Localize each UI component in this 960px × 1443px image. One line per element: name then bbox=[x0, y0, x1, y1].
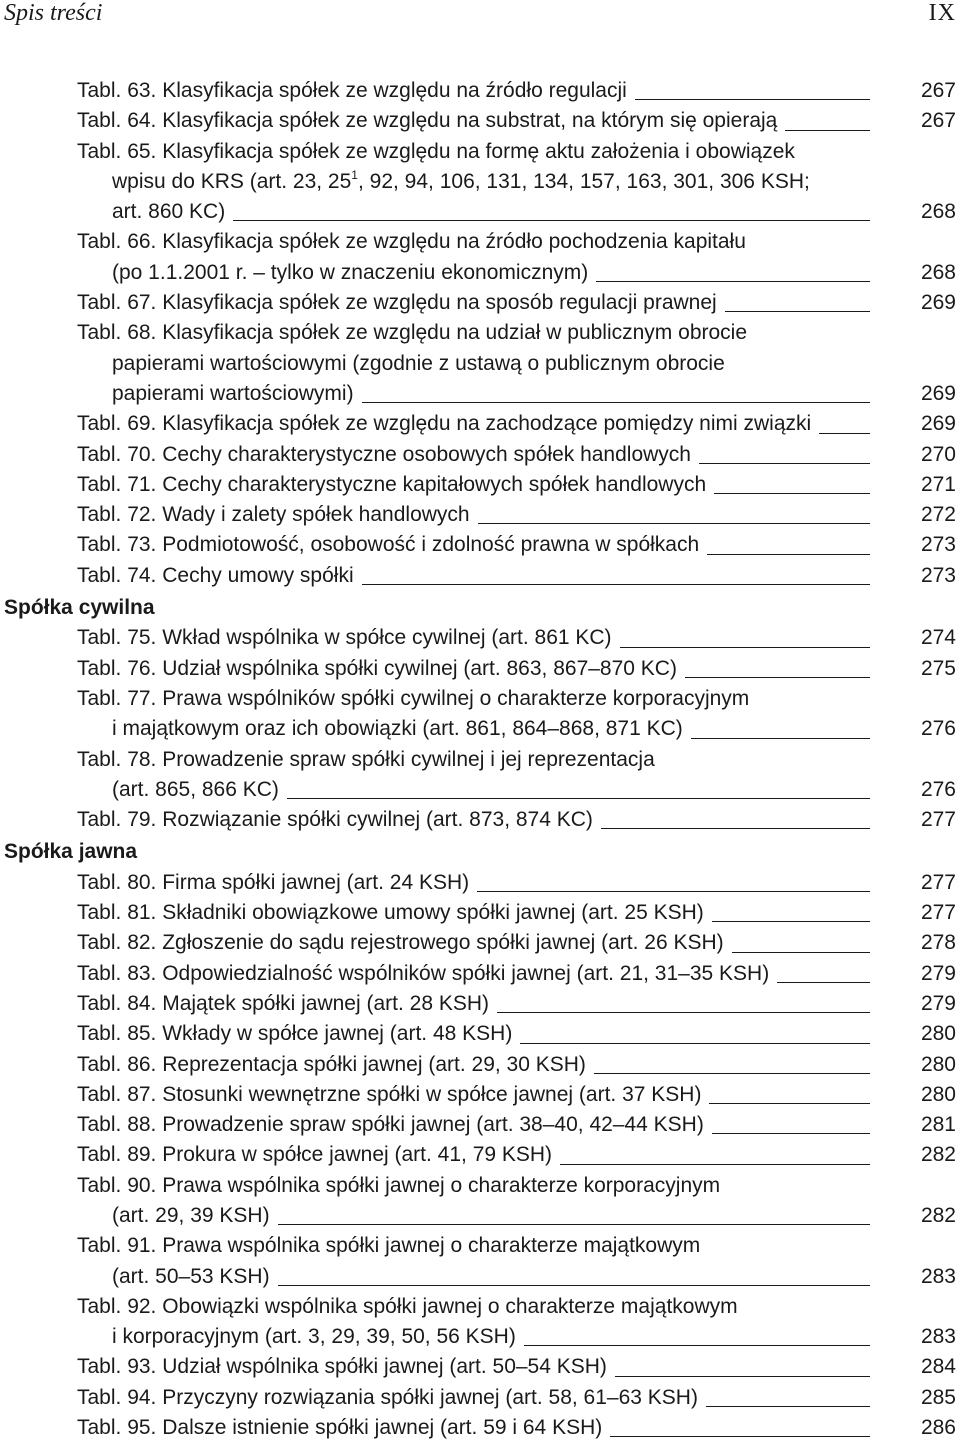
page-number: 269 bbox=[920, 412, 956, 436]
entry-title-text: Tabl. 78. Prowadzenie spraw spółki cywilnej i jej reprezentacja bbox=[77, 747, 655, 771]
toc-entry[interactable] bbox=[0, 561, 960, 591]
entry-title-text: Tabl. 89. Prokura w spółce jawnej (art. 41, 79 KSH) bbox=[77, 1143, 553, 1167]
leader-line bbox=[707, 554, 870, 555]
entry-title-text: Tabl. 88. Prowadzenie spraw spółki jawnej (art. 38–40, 42–44 KSH) bbox=[77, 1113, 704, 1137]
page-number: 277 bbox=[920, 870, 956, 894]
entry-title-text: Tabl. 85. Wkłady w spółce jawnej (art. 48 KSH) bbox=[77, 1022, 513, 1046]
entry-title-text: , 92, 94, 106, 131, 134, 157, 163, 301, 306 KSH; bbox=[357, 169, 810, 193]
page-number: 285 bbox=[920, 1385, 956, 1409]
superscript-number: 1 bbox=[351, 167, 358, 182]
page-number: 270 bbox=[920, 442, 956, 466]
page-number: 271 bbox=[920, 472, 956, 496]
toc-entry[interactable] bbox=[0, 1080, 960, 1110]
leader-line bbox=[615, 1376, 870, 1377]
table-of-contents bbox=[0, 76, 960, 1443]
entry-title-text: (art. 50–53 KSH) bbox=[112, 1264, 270, 1288]
page-number: 275 bbox=[920, 656, 956, 680]
leader-line bbox=[725, 311, 870, 312]
toc-entry[interactable] bbox=[0, 1050, 960, 1080]
leader-line bbox=[477, 891, 870, 892]
entry-title-text: Tabl. 66. Klasyfikacja spółek ze względu na źródło pochodzenia kapitału bbox=[77, 230, 746, 254]
page-number: 280 bbox=[920, 1082, 956, 1106]
entry-title-text: wpisu do KRS (art. 23, 25 bbox=[112, 169, 352, 193]
page-number: 269 bbox=[920, 291, 956, 315]
entry-title-text: Tabl. 77. Prawa wspólników spółki cywilnej o charakterze korporacyjnym bbox=[77, 686, 750, 710]
leader-line bbox=[520, 1043, 870, 1044]
leader-line bbox=[278, 1285, 870, 1286]
leader-line bbox=[610, 1436, 870, 1437]
toc-entry[interactable] bbox=[0, 470, 960, 500]
leader-line bbox=[478, 523, 870, 524]
toc-entry[interactable] bbox=[0, 745, 960, 806]
entry-title-text: Tabl. 67. Klasyfikacja spółek ze względu na sposób regulacji prawnej bbox=[77, 291, 717, 315]
page-number: 276 bbox=[920, 777, 956, 801]
leader-line bbox=[278, 1224, 870, 1225]
leader-line bbox=[777, 982, 870, 983]
running-header-page-number: IX bbox=[928, 0, 956, 26]
leader-line bbox=[691, 738, 870, 739]
entry-title-text: Tabl. 95. Dalsze istnienie spółki jawnej (art. 59 i 64 KSH) bbox=[77, 1416, 603, 1440]
entry-title-text: Tabl. 92. Obowiązki wspólnika spółki jawnej o charakterze majątkowym bbox=[77, 1294, 738, 1318]
toc-entry[interactable] bbox=[0, 1292, 960, 1353]
leader-line bbox=[362, 402, 870, 403]
entry-title-text: Tabl. 84. Majątek spółki jawnej (art. 28 KSH) bbox=[77, 991, 490, 1015]
page-number: 283 bbox=[920, 1264, 956, 1288]
toc-entry[interactable] bbox=[0, 654, 960, 684]
toc-entry[interactable] bbox=[0, 959, 960, 989]
page-number: 273 bbox=[920, 563, 956, 587]
entry-title-text: Tabl. 79. Rozwiązanie spółki cywilnej (art. 873, 874 KC) bbox=[77, 808, 593, 832]
page-number: 283 bbox=[920, 1325, 956, 1349]
entry-title-text: Tabl. 93. Udział wspólnika spółki jawnej (art. 50–54 KSH) bbox=[77, 1355, 607, 1379]
leader-line bbox=[560, 1164, 870, 1165]
entry-title-text: Tabl. 71. Cechy charakterystyczne kapitałowych spółek handlowych bbox=[77, 472, 707, 496]
entry-title-text: Tabl. 76. Udział wspólnika spółki cywilnej (art. 863, 867–870 KC) bbox=[77, 656, 677, 680]
page-number: 273 bbox=[920, 533, 956, 557]
leader-line bbox=[635, 99, 870, 100]
leader-line bbox=[712, 1133, 870, 1134]
leader-line bbox=[620, 647, 870, 648]
entry-title-text: (art. 29, 39 KSH) bbox=[112, 1203, 270, 1227]
page-number: 274 bbox=[920, 626, 956, 650]
leader-line bbox=[524, 1345, 870, 1346]
page-number: 282 bbox=[920, 1143, 956, 1167]
toc-entry[interactable] bbox=[0, 288, 960, 318]
entry-title-text: Tabl. 83. Odpowiedzialność wspólników spółki jawnej (art. 21, 31–35 KSH) bbox=[77, 961, 770, 985]
entry-title-text: Tabl. 63. Klasyfikacja spółek ze względu na źródło regulacji bbox=[77, 79, 627, 102]
toc-entry[interactable] bbox=[0, 1171, 960, 1232]
entry-title-text: Tabl. 64. Klasyfikacja spółek ze względu na substrat, na którym się opierają bbox=[77, 109, 778, 133]
toc-entry[interactable] bbox=[0, 227, 960, 288]
page-number: 279 bbox=[920, 961, 956, 985]
toc-entry[interactable] bbox=[0, 440, 960, 470]
leader-line bbox=[497, 1012, 870, 1013]
page-number: 276 bbox=[920, 717, 956, 741]
leader-line bbox=[601, 828, 870, 829]
entry-title-text: Tabl. 69. Klasyfikacja spółek ze względu na zachodzące pomiędzy nimi związki bbox=[77, 412, 812, 436]
toc-entry[interactable] bbox=[0, 76, 960, 106]
page-number: 280 bbox=[920, 1052, 956, 1076]
leader-line bbox=[706, 1406, 870, 1407]
entry-title-text: papierami wartościowymi) bbox=[112, 381, 354, 405]
leader-line bbox=[287, 798, 870, 799]
toc-entry[interactable] bbox=[0, 868, 960, 898]
toc-entry[interactable] bbox=[0, 928, 960, 958]
section-heading: Spółka jawna bbox=[4, 840, 138, 864]
leader-line bbox=[685, 677, 870, 678]
leader-line bbox=[233, 220, 870, 221]
leader-line bbox=[362, 584, 870, 585]
leader-line bbox=[594, 1073, 870, 1074]
page-number: 281 bbox=[920, 1113, 956, 1137]
toc-entry[interactable] bbox=[0, 1352, 960, 1382]
toc-entry[interactable] bbox=[0, 805, 960, 835]
leader-line bbox=[709, 1103, 870, 1104]
toc-entry[interactable] bbox=[0, 1231, 960, 1292]
leader-line bbox=[785, 130, 870, 131]
toc-entry[interactable] bbox=[0, 1110, 960, 1140]
entry-title-text: Tabl. 90. Prawa wspólnika spółki jawnej o charakterze korporacyjnym bbox=[77, 1173, 721, 1197]
entry-title-text: Tabl. 73. Podmiotowość, osobowość i zdolność prawna w spółkach bbox=[77, 533, 700, 557]
page-number: 280 bbox=[920, 1022, 956, 1046]
entry-title-text: (art. 865, 866 KC) bbox=[112, 777, 279, 801]
entry-title-text: Tabl. 81. Składniki obowiązkowe umowy spółki jawnej (art. 25 KSH) bbox=[77, 901, 704, 925]
leader-line bbox=[699, 463, 870, 464]
entry-title-text: Tabl. 87. Stosunki wewnętrzne spółki w spółce jawnej (art. 37 KSH) bbox=[77, 1082, 702, 1106]
toc-entry[interactable] bbox=[0, 989, 960, 1019]
page-number: 282 bbox=[920, 1203, 956, 1227]
leader-line bbox=[596, 281, 870, 282]
toc-entry[interactable] bbox=[0, 530, 960, 560]
page-number: 268 bbox=[920, 200, 956, 224]
toc-entry[interactable] bbox=[0, 137, 960, 228]
toc-entry[interactable] bbox=[0, 106, 960, 136]
toc-entry[interactable] bbox=[0, 1413, 960, 1443]
entry-title-text: Tabl. 68. Klasyfikacja spółek ze względu na udział w publicznym obrocie bbox=[77, 321, 748, 345]
page-number: 284 bbox=[920, 1355, 956, 1379]
entry-title-text: Tabl. 80. Firma spółki jawnej (art. 24 KSH) bbox=[77, 870, 470, 894]
entry-title-text: Tabl. 72. Wady i zalety spółek handlowych bbox=[77, 503, 470, 527]
page-number: 268 bbox=[920, 260, 956, 284]
page-number: 269 bbox=[920, 381, 956, 405]
page-number: 277 bbox=[920, 901, 956, 925]
entry-title-text: Tabl. 94. Przyczyny rozwiązania spółki jawnej (art. 58, 61–63 KSH) bbox=[77, 1385, 698, 1409]
entry-title-text: art. 860 KC) bbox=[112, 200, 226, 224]
page-number: 272 bbox=[920, 503, 956, 527]
entry-title-text: Tabl. 82. Zgłoszenie do sądu rejestrowego spółki jawnej (art. 26 KSH) bbox=[77, 931, 724, 955]
toc-entry[interactable] bbox=[0, 409, 960, 439]
page-number: 286 bbox=[920, 1416, 956, 1440]
page-number: 278 bbox=[920, 931, 956, 955]
entry-title-text: Tabl. 74. Cechy umowy spółki bbox=[77, 563, 354, 587]
entry-title-text: Tabl. 65. Klasyfikacja spółek ze względu na formę aktu założenia i obowiązek bbox=[77, 139, 795, 163]
page-number: 279 bbox=[920, 991, 956, 1015]
leader-line bbox=[819, 433, 870, 434]
entry-title-text: Tabl. 70. Cechy charakterystyczne osobowych spółek handlowych bbox=[77, 442, 691, 466]
leader-line bbox=[732, 952, 870, 953]
entry-title-text: i korporacyjnym (art. 3, 29, 39, 50, 56 KSH) bbox=[112, 1325, 516, 1349]
entry-title-text: Tabl. 86. Reprezentacja spółki jawnej (art. 29, 30 KSH) bbox=[77, 1052, 586, 1076]
toc-entry[interactable] bbox=[0, 684, 960, 745]
toc-entry[interactable] bbox=[0, 898, 960, 928]
page-number: 267 bbox=[920, 109, 956, 133]
page-number: 267 bbox=[920, 79, 956, 102]
entry-title-text: Tabl. 75. Wkład wspólnika w spółce cywilnej (art. 861 KC) bbox=[77, 626, 612, 650]
section-heading: Spółka cywilna bbox=[4, 596, 155, 620]
leader-line bbox=[714, 493, 870, 494]
entry-title-text: papierami wartościowymi (zgodnie z ustawą o publicznym obrocie bbox=[112, 351, 725, 375]
entry-title-text: (po 1.1.2001 r. – tylko w znaczeniu ekonomicznym) bbox=[112, 260, 589, 284]
page-number: 277 bbox=[920, 808, 956, 832]
leader-line bbox=[712, 921, 870, 922]
toc-entry[interactable] bbox=[0, 1140, 960, 1170]
toc-entry[interactable] bbox=[0, 1019, 960, 1049]
toc-entry[interactable] bbox=[0, 1383, 960, 1413]
entry-title-text: i majątkowym oraz ich obowiązki (art. 861, 864–868, 871 KC) bbox=[112, 717, 683, 741]
toc-entry[interactable] bbox=[0, 623, 960, 653]
running-header-title: Spis treści bbox=[4, 0, 103, 26]
toc-entry[interactable] bbox=[0, 318, 960, 409]
entry-title-text: Tabl. 91. Prawa wspólnika spółki jawnej o charakterze majątkowym bbox=[77, 1234, 701, 1258]
toc-entry[interactable] bbox=[0, 500, 960, 530]
